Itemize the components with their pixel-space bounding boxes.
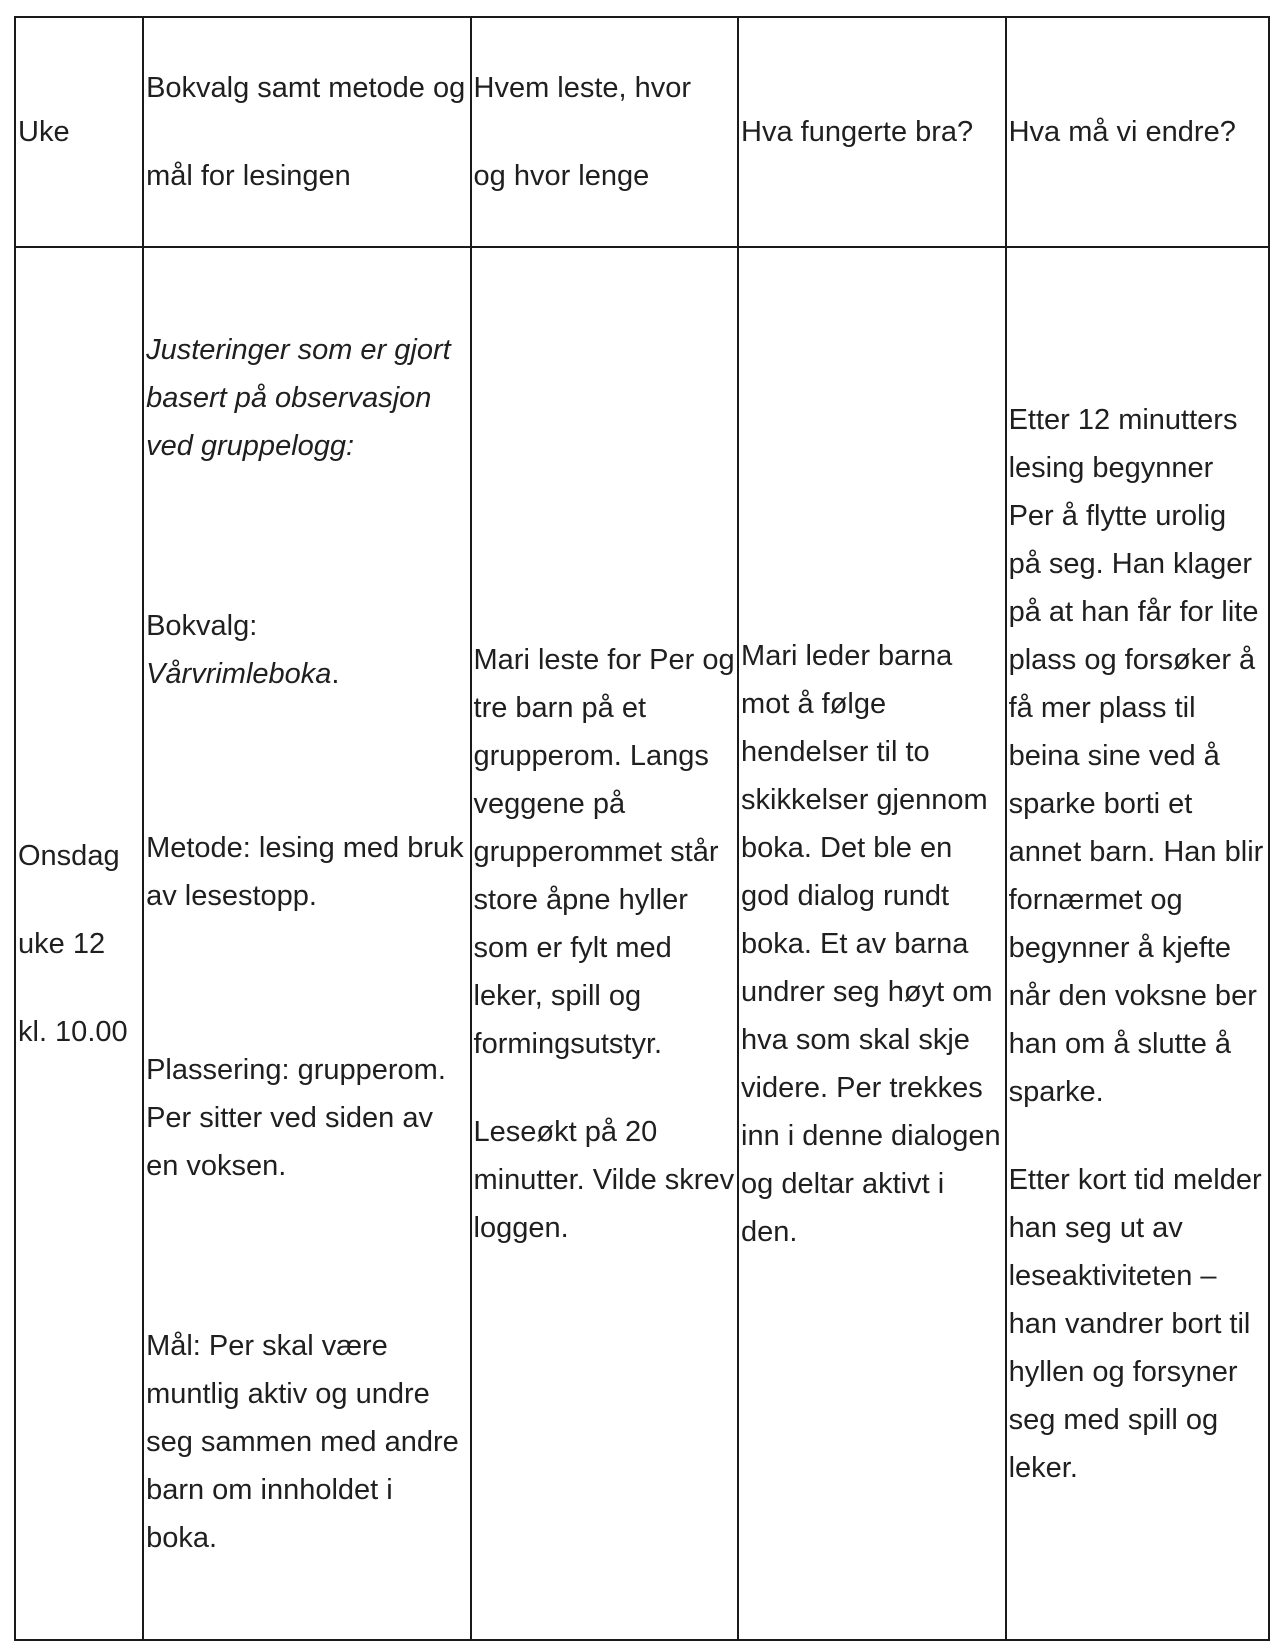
header-cell-uke — [15, 17, 143, 247]
header-hvem-line1: Hvem leste, hvor — [473, 72, 692, 104]
hvem-paragraph-2: Leseøkt på 20 minutter. Vilde skrev loggen. — [473, 1115, 735, 1244]
cell-uke — [15, 247, 143, 1640]
header-uke-text: Uke — [18, 116, 70, 148]
cell-fungerte — [738, 247, 1006, 1640]
bok-bokvalg: Bokvalg: Vårvrimleboka. — [146, 609, 340, 690]
table-row — [15, 247, 1269, 1640]
header-cell-hvem — [471, 17, 739, 247]
cell-endre — [1006, 247, 1269, 1640]
table-header-row — [15, 17, 1269, 247]
bok-maal: Mål: Per skal være muntlig aktiv og undre seg sammen med andre barn om innholdet i boka. — [146, 1329, 459, 1554]
cell-hvem — [471, 247, 739, 1640]
header-cell-endre — [1006, 17, 1269, 247]
cell-bokvalg — [143, 247, 470, 1640]
header-bokvalg-line1: Bokvalg samt metode og — [146, 72, 466, 104]
reading-log-table — [14, 16, 1270, 1641]
header-cell-bokvalg — [143, 17, 470, 247]
header-hvem-line2: og hvor lenge — [473, 160, 650, 192]
header-cell-fungerte — [738, 17, 1006, 247]
uke-week: uke 12 — [18, 927, 106, 960]
bok-intro: Justeringer som er gjort basert på observasjon ved gruppelogg: — [146, 333, 451, 462]
endre-paragraph-1: Etter 12 minutters lesing begynner Per å flytte urolig på seg. Han klager på at han får for lite plass og forsøker å få mer plass til beina sine ved å sparke borti et annet barn. Han blir fornærmet og begynner å kjefte når den voksne ber han om å slutte å sparke. — [1008, 403, 1264, 1108]
uke-time: kl. 10.00 — [18, 1015, 128, 1048]
endre-paragraph-2: Etter kort tid melder han seg ut av leseaktiviteten – han vandrer bort til hyllen og forsyner seg med spill og leker. — [1008, 1163, 1262, 1484]
header-fungerte-text: Hva fungerte bra? — [741, 116, 974, 148]
header-endre-text: Hva må vi endre? — [1008, 116, 1236, 148]
fungerte-paragraph: Mari leder barna mot å følge hendelser til to skikkelser gjennom boka. Det ble en god dialog rundt boka. Et av barna undrer seg høyt om hva som skal skje videre. Per trekkes inn i denne dialogen og deltar aktivt i den. — [741, 639, 1001, 1248]
bok-metode: Metode: lesing med bruk av lesestopp. — [146, 831, 464, 912]
header-bokvalg-line2: mål for lesingen — [146, 160, 351, 192]
book-title: Vårvrimleboka — [146, 657, 332, 690]
hvem-paragraph-1: Mari leste for Per og tre barn på et grupperom. Langs veggene på grupperommet står store åpne hyller som er fylt med leker, spill og formingsutstyr. — [473, 643, 735, 1060]
bok-plassering: Plassering: grupperom. Per sitter ved siden av en voksen. — [146, 1053, 446, 1182]
uke-day: Onsdag — [18, 839, 120, 872]
